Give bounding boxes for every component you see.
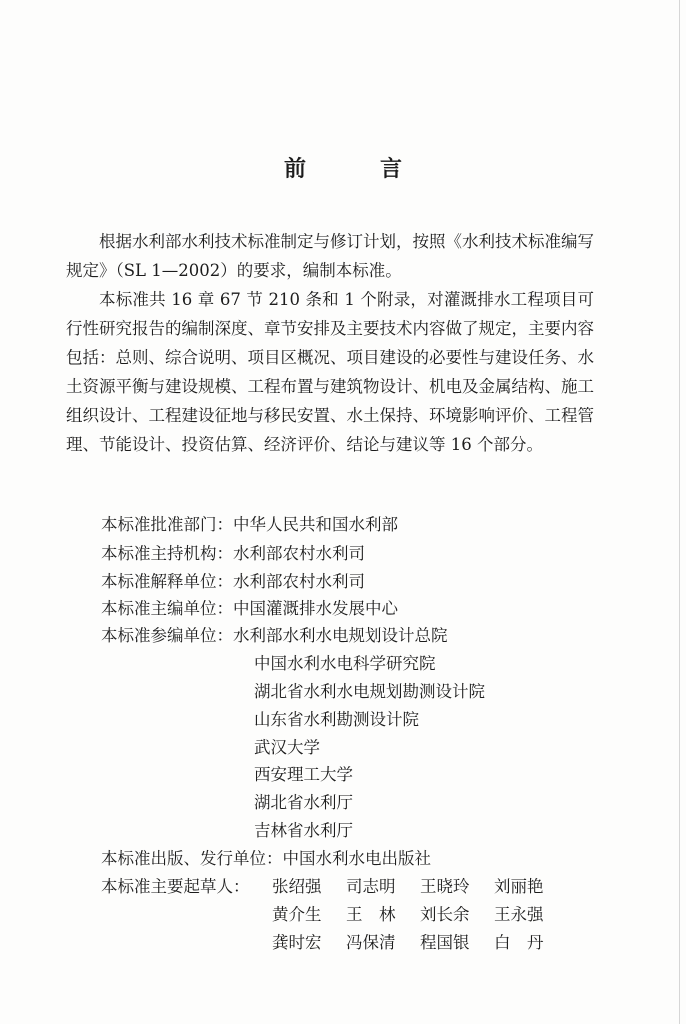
participating-row <box>101 626 448 646</box>
publisher-row <box>101 849 431 869</box>
page-title: 前 言 <box>283 157 428 182</box>
participating-unit-4: 武汉大学 <box>254 738 320 757</box>
drafter-name: 刘长余 <box>420 905 470 924</box>
participating-unit-7: 吉林省水利厅 <box>254 821 353 840</box>
participating-label: 本标准参编单位： <box>101 626 233 645</box>
host-label: 本标准主持机构： <box>101 544 233 563</box>
publisher-label: 本标准出版、发行单位： <box>101 849 283 868</box>
drafter-name: 刘丽艳 <box>494 877 544 896</box>
drafter-name: 程国银 <box>420 933 470 952</box>
drafters-row <box>101 877 250 897</box>
publisher-value: 中国水利水电出版社 <box>282 849 431 868</box>
participating-unit-5: 西安理工大学 <box>254 765 353 784</box>
chief-editor-row <box>101 599 398 619</box>
participating-unit-0: 水利部水利水电规划设计总院 <box>233 626 448 645</box>
participating-unit-2: 湖北省水利水电规划勘测设计院 <box>254 682 485 701</box>
chief-editor-value: 中国灌溉排水发展中心 <box>233 599 398 618</box>
drafter-name: 白 丹 <box>494 933 544 952</box>
paragraph-1: 根据水利部水利技术标准制定与修订计划，按照《水利技术标准编写规定》（SL 1—2002）的要求，编制本标准。 <box>66 232 594 280</box>
host-row <box>101 544 365 564</box>
drafter-name: 王永强 <box>494 905 544 924</box>
interpret-label: 本标准解释单位： <box>101 572 233 591</box>
drafter-name: 王晓玲 <box>420 877 470 896</box>
drafter-name: 龚时宏 <box>272 933 322 952</box>
participating-unit-1: 中国水利水电科学研究院 <box>254 654 436 673</box>
interpret-value: 水利部农村水利司 <box>233 572 365 591</box>
approval-row <box>101 515 398 535</box>
drafter-name: 冯保清 <box>346 933 396 952</box>
approval-value: 中华人民共和国水利部 <box>233 515 398 534</box>
interpret-row <box>101 572 365 592</box>
drafter-name: 黄介生 <box>272 905 322 924</box>
drafter-name: 张绍强 <box>272 877 322 896</box>
drafter-name: 司志明 <box>346 877 396 896</box>
page-edge-line <box>679 0 680 1024</box>
chief-editor-label: 本标准主编单位： <box>101 599 233 618</box>
paragraph-2: 本标准共 16 章 67 节 210 条和 1 个附录，对灌溉排水工程项目可行性研究报告的编制深度、章节安排及主要技术内容做了规定，主要内容包括：总则、综合说明、项目区概况、项目建设的必要性与建设任务、水土资源平衡与建设规模、工程布置与建筑物设计、机电及金属结构、施工组织设计、工程建设征地与移民安置、水土保持、环境影响评价、工程管理、节能设计、投资估算、经济评价、结论与建议等 16 个部分。 <box>66 290 594 454</box>
drafter-name: 王 林 <box>346 905 396 924</box>
participating-unit-3: 山东省水利勘测设计院 <box>254 710 419 729</box>
host-value: 水利部农村水利司 <box>233 544 365 563</box>
approval-label: 本标准批准部门： <box>101 515 233 534</box>
drafters-label: 本标准主要起草人： <box>101 877 250 896</box>
participating-unit-6: 湖北省水利厅 <box>254 793 353 812</box>
